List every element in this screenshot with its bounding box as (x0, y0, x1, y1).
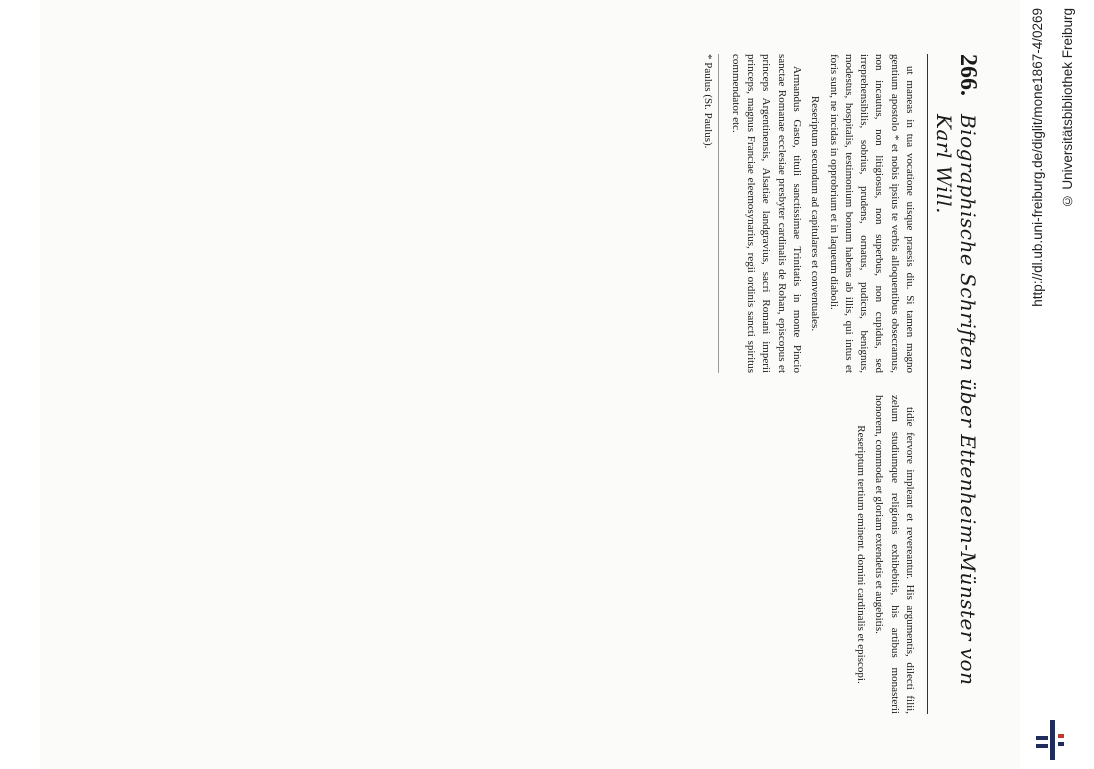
running-title: Biographische Schriften über Ettenheim-Münster von Karl Will. (932, 114, 980, 686)
page-header (927, 54, 981, 714)
margin-strip (1020, 0, 1094, 769)
right-column (77, 395, 917, 714)
copyright-notice: © Universitätsbibliothek Freiburg (1060, 8, 1075, 209)
paragraph: Armandus Gasto, tituli sanctissimae Trinitatis in monte Pincio sanctae Romanae ecclesiae presbyter cardinalis de Rohan, episcopus et princeps Argentinensis, Alsatiae landgravius, sacri Romani imperii princeps, magnus Franciae eleemosynarius, regii ordinis sancti spiritus commendator etc. (729, 54, 803, 373)
left-column (77, 54, 917, 373)
text-columns (77, 54, 917, 714)
paragraph: tidie fervore impleant et revereantur. His argumentis, dilecti filii, zelum studiumque religionis exhibebitis, his artibus monasterii honorem, commoda et gloriam extendetis et augebitis. (873, 395, 916, 714)
source-url-link[interactable]: http://dl.ub.uni-freiburg.de/diglit/mone1867-4/0269 (1030, 8, 1045, 307)
book-page (65, 24, 995, 744)
ub-freiburg-logo-icon (1036, 720, 1064, 760)
page-number: 266. (955, 54, 981, 96)
section-heading: Reseriptum tertium eminent. domini cardinalis et episcopi. (855, 425, 868, 684)
scanned-page-frame (40, 0, 1020, 769)
paragraph: ut maneas in tua vocatione uisque praesis diu. Si tamen magno gentium apostolo * et nobis ipsius te verbis alloquentibus obsecramus, non incautus, non litigiosus, non superbus, non cupidus, sed irreprehensibilis, sobrius, prudens, ornatus, pudicus, benignus, modestus, hospitalis, testimonium bonum habens ab illis, qui intus et foris sunt, ne incidas in opprobrium et in laqueum diaboli. (827, 54, 916, 373)
section-heading: Reseriptum secundum ad capitulares et conventuales. (809, 95, 822, 332)
footnote: * Paulus (St. Paulus). (700, 54, 719, 373)
